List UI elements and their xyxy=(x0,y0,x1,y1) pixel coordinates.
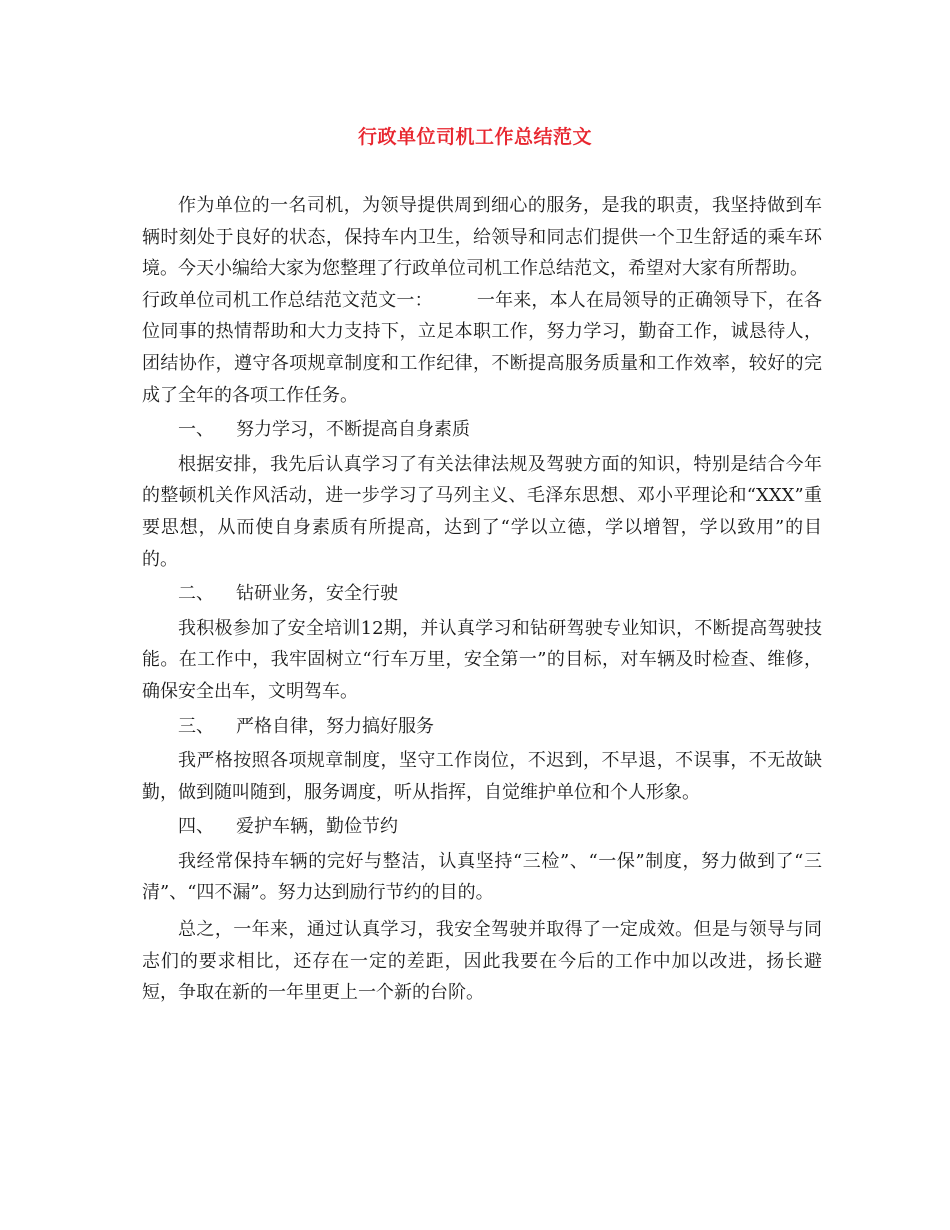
section-heading xyxy=(142,811,822,843)
section-paragraph: 我经常保持车辆的完好与整洁，认真坚持“三检”、“一保”制度，努力做到了“三清”、“四不漏”。努力达到励行节约的目的。 xyxy=(142,850,822,904)
section-heading-text: 钻研业务，安全行驶 xyxy=(236,583,398,605)
section-number: 四、 xyxy=(178,816,214,838)
section-heading-text: 爱护车辆，勤俭节约 xyxy=(236,816,398,838)
section-number: 一、 xyxy=(178,419,214,441)
section-number: 二、 xyxy=(178,583,214,605)
section-paragraph: 我严格按照各项规章制度，坚守工作岗位，不迟到，不早退，不误事，不无故缺勤，做到随叫随到，服务调度，听从指挥，自觉维护单位和个人形象。 xyxy=(142,750,822,803)
section-paragraph: 根据安排，我先后认真学习了有关法律法规及驾驶方面的知识，特别是结合今年的整顿机关作风活动，进一步学习了马列主义、毛泽东思想、邓小平理论和“XXX”重要思想，从而使自身素质有所提高，达到了“学以立德，学以增智，学以致用”的目的。 xyxy=(142,453,822,570)
section-number: 三、 xyxy=(178,715,214,737)
document-title: 行政单位司机工作总结范文 xyxy=(357,126,592,148)
section-paragraph: 我积极参加了安全培训12期，并认真学习和钻研驾驶专业知识，不断提高驾驶技能。在工作中，我牢固树立“行车万里，安全第一”的目标，对车辆及时检查、维修，确保安全出车，文明驾车。 xyxy=(142,617,822,702)
sample-opening: 一年来，本人在局领导的正确领导下，在各位同事的热情帮助和大力支持下，立足本职工作，努力学习，勤奋工作，诚恳待人，团结协作，遵守各项规章制度和工作纪律，不断提高服务质量和工作效率，较好的完成了全年的各项工作任务。 xyxy=(142,289,823,406)
sample-label: 行政单位司机工作总结范文范文一： xyxy=(142,289,433,311)
conclusion-paragraph: 总之，一年来，通过认真学习，我安全驾驶并取得了一定成效。但是与领导与同志们的要求相比，还存在一定的差距，因此我要在今后的工作中加以改进，扬长避短，争取在新的一年里更上一个新的台阶。 xyxy=(142,919,822,1004)
section-heading xyxy=(142,414,822,446)
document-body xyxy=(142,190,822,1009)
sample-paragraph xyxy=(142,285,822,411)
section-heading xyxy=(142,711,822,743)
intro-paragraph: 作为单位的一名司机，为领导提供周到细心的服务，是我的职责，我坚持做到车辆时刻处于良好的状态，保持车内卫生，给领导和同志们提供一个卫生舒适的乘车环境。今天小编给大家为您整理了行政单位司机工作总结范文，希望对大家有所帮助。 xyxy=(142,195,822,280)
section-heading-text: 严格自律，努力搞好服务 xyxy=(236,715,434,737)
section-heading xyxy=(142,578,822,610)
section-heading-text: 努力学习，不断提高自身素质 xyxy=(236,419,470,441)
